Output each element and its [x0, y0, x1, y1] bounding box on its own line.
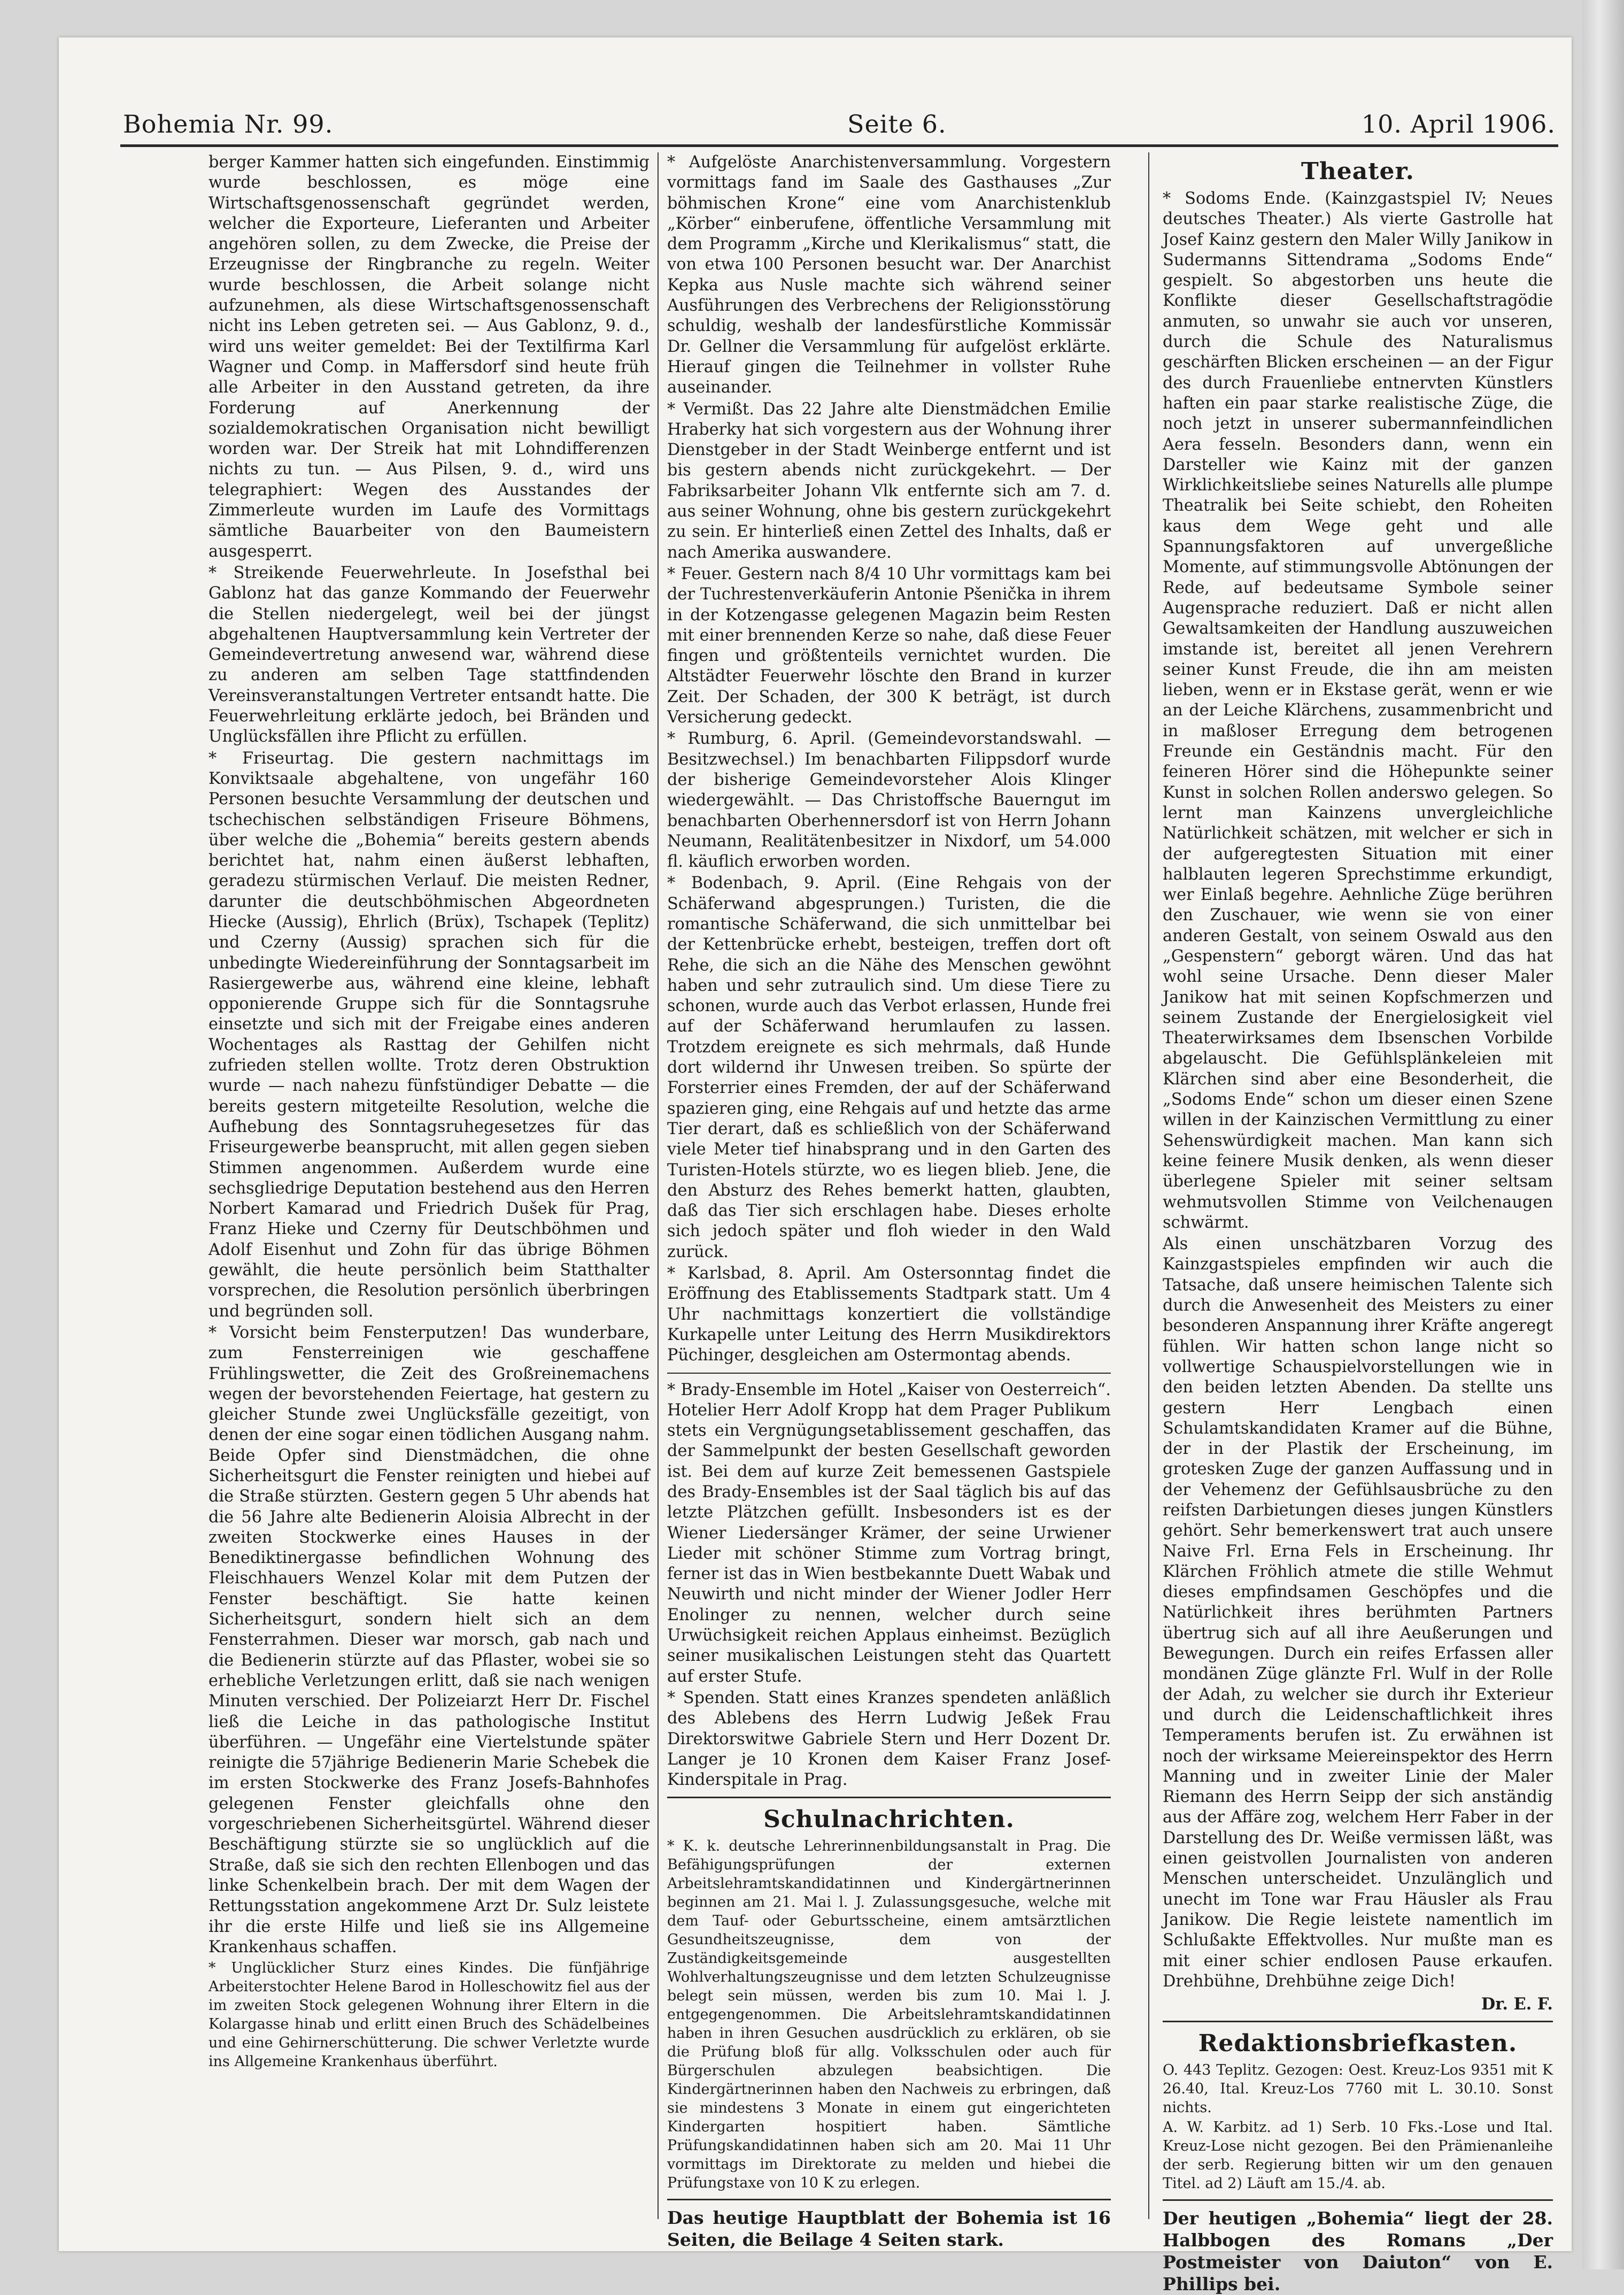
divider — [667, 1373, 1111, 1374]
article-barbers-day: * Friseurtag. Die gestern nachmittags im Konviktsaale abgehaltene, von ungefähr 160 Personen besuchte Versammlung der deutschen und tschechischen selbständigen Friseure Böhmens, über welche die „Bohemia“ bereits gestern abends berichtet hat, nahm einen äußerst lebhaften, geradezu stürmischen Verlauf. Die meisten Redner, darunter die deutschböhmischen Abgeordneten Hiecke (Aussig), Ehrlich (Brüx), Tschapek (Teplitz) und Czerny (Aussig) sprachen sich für die unbedingte Wiedereinführung der Sonntagsarbeit im Rasiergewerbe aus, während eine kleine, lebhaft opponierende Gruppe sich für die Sonntagsruhe einsetzte und sich mit der Freigabe eines anderen Wochentages als Rasttag der Gehilfen nicht zufrieden stellen wollte. Trotz deren Obstruktion wurde — nach nahezu fünfstündiger Debatte — die bereits gestern mitgeteilte Resolution, welche die Aufhebung des Sonntagsruhegesetzes für das Friseurgewerbe beansprucht, mit allen gegen sieben Stimmen angenommen. Außerdem wurde eine sechsgliedrige Deputation bestehend aus den Herren Norbert Kamarad und Friedrich Dušek für Prag, Franz Hieke und Czerny für Deutschböhmen und Adolf Eisenhut und Zohn für das übrige Böhmen gewählt, die heute persönlich beim Statthalter vorsprechen, die Resolution persönlich überbringen und begründen soll. — [208, 749, 649, 1321]
theater-heading: Theater. — [1301, 158, 1414, 185]
scan-edge — [1582, 0, 1624, 2269]
page-count-notice: Das heutige Hauptblatt der Bohemia ist 16 Seiten, die Beilage 4 Seiten stark. — [667, 2207, 1111, 2251]
article-child-fall: * Unglücklicher Sturz eines Kindes. Die fünfjährige Arbeiterstochter Helene Barod in Holleschowitz fiel aus der im zweiten Stock gelegenen Wohnung ihrer Eltern in die Kolargasse hinab und erlitt einen Bruch des Schädelbeines und eine Gehirnerschütterung. Die schwer Verletzte wurde ins Allgemeine Krankenhaus überführt. — [208, 1960, 649, 2070]
letterbox-heading: Redaktionsbriefkasten. — [1198, 2030, 1518, 2058]
column-divider — [1148, 152, 1149, 2219]
divider — [667, 1797, 1111, 1798]
column-1 — [208, 152, 649, 2242]
divider — [1163, 2021, 1553, 2022]
divider — [667, 2199, 1111, 2200]
article-sodoms-ende-cont: Als einen unschätzbaren Vorzug des Kainzgastspieles empfinden wir auch die Tatsache, daß unsere heimischen Talente sich durch die Anwesenheit des Meisters zu einer besonderen Anspannung ihrer Kräfte angeregt fühlen. Wir hatten schon lange nicht so vollwertige Schauspielvorstellungen wie in den beiden letzten Abenden. Da stellte uns gestern Herr Lengbach einen Schulamtskandidaten Kramer auf die Bühne, der in der Plastik der Erscheinung, im grotesken Zuge der ganzen Auffassung und in der Vehemenz der Gefühlsausbrüche zu den reifsten Darbietungen dieses jungen Künstlers gehört. Sehr bemerkenswert trat auch unsere Naive Frl. Erna Fels in Erscheinung. Ihr Klärchen Fröhlich atmete die stille Wehmut dieses empfindsamen Geschöpfes und die Natürlichkeit ihres berühmten Partners übertrug sich auf all ihre Aeußerungen und Bewegungen. Durch ein reifes Erfassen aller mondänen Züge glänzte Frl. Wulf in der Rolle der Adah, zu welcher sie durch ihr Exterieur und durch die Leidenschaftlichkeit ihres Temperaments berufen ist. Zu erwähnen ist noch der wirksame Meiereinspektor des Herrn Manning und in zweiter Linie der Maler Riemann des Herrn Seipp der sich anständig aus der Affäre zog, welchem Herr Faber in der Darstellung des Dr. Weiße vermissen läßt, was einen geistvollen Journalisten von anderen Menschen unterscheidet. Unzulänglich und unecht im Tone war Frau Häusler als Frau Janikow. Die Regie leistete namentlich im Schlußakte Effektvolles. Nur mußte man es mit einer schier endlosen Pause erkaufen. Drehbühne, Drehbühne zeige Dich! — [1163, 1235, 1553, 1991]
article-striking-firemen: * Streikende Feuerwehrleute. In Josefsthal bei Gablonz hat das ganze Kommando der Feuerwehr die Stellen niedergelegt, weil bei der jüngst abgehaltenen Hauptversammlung kein Vertreter der Gemeindevertretung anwesend war, während diese zu anderen am selben Tage stattfindenden Vereinsveranstaltungen Vertreter entsandt hatte. Die Feuerwehrleitung erklärte jedoch, bei Bränden und Unglücksfällen ihre Pflicht zu erfüllen. — [208, 563, 649, 746]
letterbox-entry: O. 443 Teplitz. Gezogen: Oest. Kreuz-Los 9351 mit K 26.40, Ital. Kreuz-Los 7760 mit L. 30.10. Sonst nichts. — [1163, 2062, 1553, 2116]
novel-supplement-notice: Der heutigen „Bohemia“ liegt der 28. Halbbogen des Romans „Der Postmeister von Daiuton“ von E. Phillips bei. — [1163, 2208, 1553, 2295]
column-divider — [658, 152, 659, 2219]
issue-date: 10. April 1906. — [1361, 110, 1556, 138]
column-2 — [667, 152, 1111, 2251]
article-bodenbach: * Bodenbach, 9. April. (Eine Rehgais von der Schäferwand abgesprungen.) Turisten, die die romantische Schäferwand, die sich unmittelbar bei der Kettenbrücke erhebt, besteigen, treffen dort oft Rehe, die sich an die Nähe des Menschen gewöhnt haben und sehr zutraulich sind. Um diese Tiere zu schonen, wurde auch das Verbot erlassen, Hunde frei auf der Schäferwand herumlaufen zu lassen. Trotzdem ereignete es sich mehrmals, daß Hunde dort wildernd ihr Unwesen treiben. So spürte der Forsterrier eines Fremden, der auf der Schäferwand spazieren ging, eine Rehgais auf und hetzte das arme Tier derart, daß es schließlich von der Schäferwand viele Meter tief hinabsprang und in den Garten des Turisten-Hotels stürzte, wo es liegen blieb. Jene, die den Absturz des Rehes bemerkt hatten, glaubten, daß das Tier sich erschlagen habe. Dieses erholte sich jedoch später und floh wieder in den Wald zurück. — [667, 874, 1111, 1261]
article-anarchist-meeting: * Aufgelöste Anarchistenversammlung. Vorgestern vormittags fand im Saale des Gasthauses „Zur böhmischen Krone“ eine vom Anarchistenklub „Körber“ einberufene, öffentliche Versammlung mit dem Programm „Kirche und Klerikalismus“ statt, die von etwa 100 Personen besucht war. Der Anarchist Kepka aus Nusle machte sich während seiner Ausführungen des Verbrechens der Religionsstörung schuldig, weshalb der landesfürstliche Kommissär Dr. Gellner die Versammlung für aufgelöst erklärte. Hierauf gingen die Teilnehmer in vollster Ruhe auseinander. — [667, 153, 1111, 397]
article-sodoms-ende: * Sodoms Ende. (Kainzgastspiel IV; Neues deutsches Theater.) Als vierte Gastrolle hat Josef Kainz gestern den Maler Willy Janikow in Sudermanns Sittendrama „Sodoms Ende“ gespielt. So abgestorben uns heute die Konflikte dieser Gesellschaftstragödie anmuten, so unwahr sie auch vor unseren, durch die Schule des Naturalismus geschärften Blicken erscheinen — an der Figur des durch Frauenliebe entnervten Künstlers haften ein paar starke realistische Züge, die noch jetzt in unserer subermannfeindlichen Aera fesseln. Besonders dann, wenn ein Darsteller wie Kainz mit der ganzen Wirklichkeitsliebe seines Naturells alle plumpe Theatralik bei Seite schiebt, den Roheiten kaus dem Wege geht und alle Spannungsfaktoren auf unvergeßliche Momente, auf stimmungsvolle Abtönungen der Rede, auf bedeutsame Symbole seiner Augensprache reduziert. Daß er nicht allen Gewaltsamkeiten der Handlung auszuweichen imstande ist, bereitet all jenen Verehrern seiner Kunst Freude, die ihn am meisten lieben, wenn er in Ekstase gerät, wenn er wie an der Leiche Klärchens, zusammenbricht und in maßloser Erregung dem betrogenen Freunde ein Geständnis macht. Für den feineren Hörer sind die Höhepunkte seiner Kunst in solchen Rollen anderswo gelegen. So lernt man Kainzens unvergleichliche Natürlichkeit schätzen, mit welcher er sich in der aufgeregtesten Situation mit einer halblauten legeren Sprechstimme erkundigt, wer Einlaß begehre. Aehnliche Züge berühren den Zuschauer, wie wenn sie von einer anderen Gestalt, von seinem Oswald aus den „Gespenstern“ geborgt wären. Und das hat wohl seine Ursache. Denn dieser Maler Janikow hat mit seinen Kopfschmerzen und seinem Zustande der Energielosigkeit viel Theaterwirksames dem Ibsenschen Vorbilde abgelauscht. Die Gefühlsplänkeleien mit Klärchen sind aber eine Besonderheit, die „Sodoms Ende“ schon um dieser einen Szene willen in der Kainzischen Vermittlung zu einer Sehenswürdigkeit machen. Man kann sich keine feinere Musik denken, als wenn dieser überlegene Spieler mit seiner seltsam wehmutsvollen Stimme von Veilchenaugen schwärmt. — [1163, 189, 1553, 1232]
article-donations: * Spenden. Statt eines Kranzes spendeten anläßlich des Ablebens des Herrn Ludwig Jeßek Frau Direktorswitwe Gabriele Stern und Herr Dozent Dr. Langer je 10 Kronen dem Kaiser Franz Josef-Kinderspitale in Prag. — [667, 1688, 1111, 1790]
school-news-heading: Schulnachrichten. — [763, 1806, 1015, 1834]
author-signature: Dr. E. F. — [1481, 1994, 1553, 2014]
article-text: berger Kammer hatten sich eingefunden. Einstimmig wurde beschlossen, es möge eine Wirtschaftsgenossenschaft gegründet werden, welcher die Exporteure, Lieferanten und Arbeiter angehören sollen, zu dem Zwecke, die Preise der Erzeugnisse der Ringbranche zu regeln. Weiter wurde beschlossen, die Arbeit solange nicht aufzunehmen, als diese Wirtschaftsgenossenschaft nicht ins Leben getreten sei. — Aus Gablonz, 9. d., wird uns weiter gemeldet: Bei der Textilfirma Karl Wagner und Comp. in Maffersdorf sind heute früh alle Arbeiter in den Ausstand getreten, da ihre Forderung auf Anerkennung der sozialdemokratischen Organisation nicht bewilligt worden war. Der Streik hat mit Lohndifferenzen nichts zu tun. — Aus Pilsen, 9. d., wird uns telegraphiert: Wegen des Ausstandes der Zimmerleute wurden im Laufe des Vormittags sämtliche Bauarbeiter von den Baumeistern ausgesperrt. — [208, 153, 649, 561]
article-karlsbad: * Karlsbad, 8. April. Am Ostersonntag findet die Eröffnung des Etablissements Stadtpark statt. Um 4 Uhr nachmittags konzertiert die vollständige Kurkapelle unter Leitung des Herrn Musikdirektors Püchinger, desgleichen am Ostermontag abends. — [667, 1264, 1111, 1365]
article-fire: * Feuer. Gestern nach 8/4 10 Uhr vormittags kam bei der Tuchrestenverkäuferin Antonie Pšenička in ihrem in der Kotzengasse gelegenen Magazin beim Resten mit einer brennenden Kerze so nahe, daß diese Feuer fingen und größtenteils vernichtet wurden. Die Altstädter Feuerwehr löschte den Brand in kurzer Zeit. Der Schaden, der 300 K beträgt, ist durch Versicherung gedeckt. — [667, 564, 1111, 727]
article-teacher-school: * K. k. deutsche Lehrerinnenbildungsanstalt in Prag. Die Befähigungsprüfungen der externen Arbeitslehramtskandidatinnen und Kindergärtnerinnen beginnen am 21. Mai l. J. Zulassungsgesuche, welche mit dem Tauf- oder Geburtsscheine, einem amtsärztlichen Gesundheitszeugnisse, dem von der Zuständigkeitsgemeinde ausgestellten Wohlverhaltungszeugnisse und dem letzten Schulzeugnisse belegt sein müssen, werden bis zum 10. Mai l. J. entgegengenommen. Die Arbeitslehramtskandidatinnen haben in ihren Gesuchen ausdrücklich zu erklären, ob sie die Prüfung bloß für allg. Volksschulen oder auch für Bürgerschulen abzulegen beabsichtigen. Die Kindergärtnerinnen haben den Nachweis zu erbringen, daß sie mindestens 3 Monate in einem gut eingerichteten Kindergarten hospitiert haben. Sämtliche Prüfungskandidatinnen haben sich am 20. Mai 11 Uhr vormittags im Direktorate zu melden und hiebei die Prüfungstaxe von 10 K zu erlegen. — [667, 1838, 1111, 2192]
page-number: Seite 6. — [847, 110, 947, 138]
article-brady-ensemble: * Brady-Ensemble im Hotel „Kaiser von Oesterreich“. Hotelier Herr Adolf Kropp hat dem Prager Publikum stets ein Vergnügungsetablissement geschaffen, das der Sammelpunkt der besten Gesellschaft geworden ist. Bei dem auf kurze Zeit bemessenen Gastspiele des Brady-Ensembles ist der Saal täglich bis auf das letzte Plätzchen gefüllt. Insbesonders ist es der Wiener Liedersänger Krämer, der seine Urwiener Lieder mit schöner Stimme zum Vortrag bringt, ferner ist das in Wien bestbekannte Duett Wabak und Neuwirth und nicht minder der Wiener Jodler Herr Enolinger zu nennen, welcher durch seine Urwüchsigkeit reichen Applaus einheimst. Bezüglich seiner musikalischen Leistungen steht das Quartett auf erster Stufe. — [667, 1380, 1111, 1686]
divider — [1163, 2199, 1553, 2201]
letterbox-entry: A. W. Karbitz. ad 1) Serb. 10 Fks.-Lose und Ital. Kreuz-Lose nicht gezogen. Bei den Prämienanleihe der serb. Regierung bitten wir um den genauen Titel. ad 2) Läuft am 15./4. ab. — [1163, 2119, 1553, 2192]
article-missing: * Vermißt. Das 22 Jahre alte Dienstmädchen Emilie Hraberky hat sich vorgestern aus der Wohnung ihrer Dienstgeber in der Stadt Weinberge entfernt und ist bis gestern abends nicht zurückgekehrt. — Der Fabriksarbeiter Johann Vlk entfernte sich am 7. d. aus seiner Wohnung, ohne bis gestern zurückgekehrt zu sein. Er hinterließ einen Zettel des Inhalts, daß er nach Amerika auswandere. — [667, 399, 1111, 562]
column-3 — [1163, 152, 1553, 2295]
article-rumburg: * Rumburg, 6. April. (Gemeindevorstandswahl. — Besitzwechsel.) Im benachbarten Filippsdorf wurde der bisherige Gemeindevorsteher Alois Klinger wiedergewählt. — Das Christoffsche Bauerngut im benachbarten Oberhennersdorf ist von Herrn Johann Neumann, Realitätenbesitzer in Nixdorf, um 54.000 fl. käuflich erworben worden. — [667, 729, 1111, 872]
header-rule — [120, 144, 1558, 147]
publication-name: Bohemia Nr. 99. — [123, 110, 334, 138]
page-header — [123, 110, 1556, 147]
article-window-cleaning: * Vorsicht beim Fensterputzen! Das wunderbare, zum Fensterreinigen wie geschaffene Frühlingswetter, die Zeit des Großreinemachens wegen der bevorstehenden Feiertage, hat gestern zu gleicher Stunde zwei Unglücksfälle gezeitigt, von denen der eine sogar einen tödlichen Ausgang nahm. Beide Opfer sind Dienstmädchen, die ohne Sicherheitsgurt die Fenster reinigten und hiebei auf die Straße stürzten. Gestern gegen 5 Uhr abends hat die 56 Jahre alte Bedienerin Aloisia Albrecht in der zweiten Stockwerke eines Hauses in der Benediktinergasse befindlichen Wohnung des Fleischhauers Wenzel Kolar mit dem Putzen der Fenster beschäftigt. Sie hatte keinen Sicherheitsgurt, sondern hielt sich an dem Fensterrahmen. Dieser war morsch, gab nach und die Bedienerin stürzte auf das Pflaster, wobei sie so erhebliche Verletzungen erlitt, daß sie nach wenigen Minuten verschied. Der Polizeiarzt Herr Dr. Fischel ließ die Leiche in das pathologische Institut überführen. — Ungefähr eine Viertelstunde später reinigte die 57jährige Bedienerin Marie Schebek die im ersten Stockwerke des Franz Josefs-Bahnhofes gelegenen Fenster gleichfalls ohne den vorgeschriebenen Sicherheitsgürtel. Während dieser Beschäftigung stürzte sie so unglücklich auf die Straße, daß sie sich den rechten Ellenbogen und das linke Schenkelbein brach. Der mit dem Wagen der Rettungsstation angekommene Arzt Dr. Sulz leistete ihr die erste Hilfe und ließ sie ins Allgemeine Krankenhaus schaffen. — [208, 1323, 649, 1957]
